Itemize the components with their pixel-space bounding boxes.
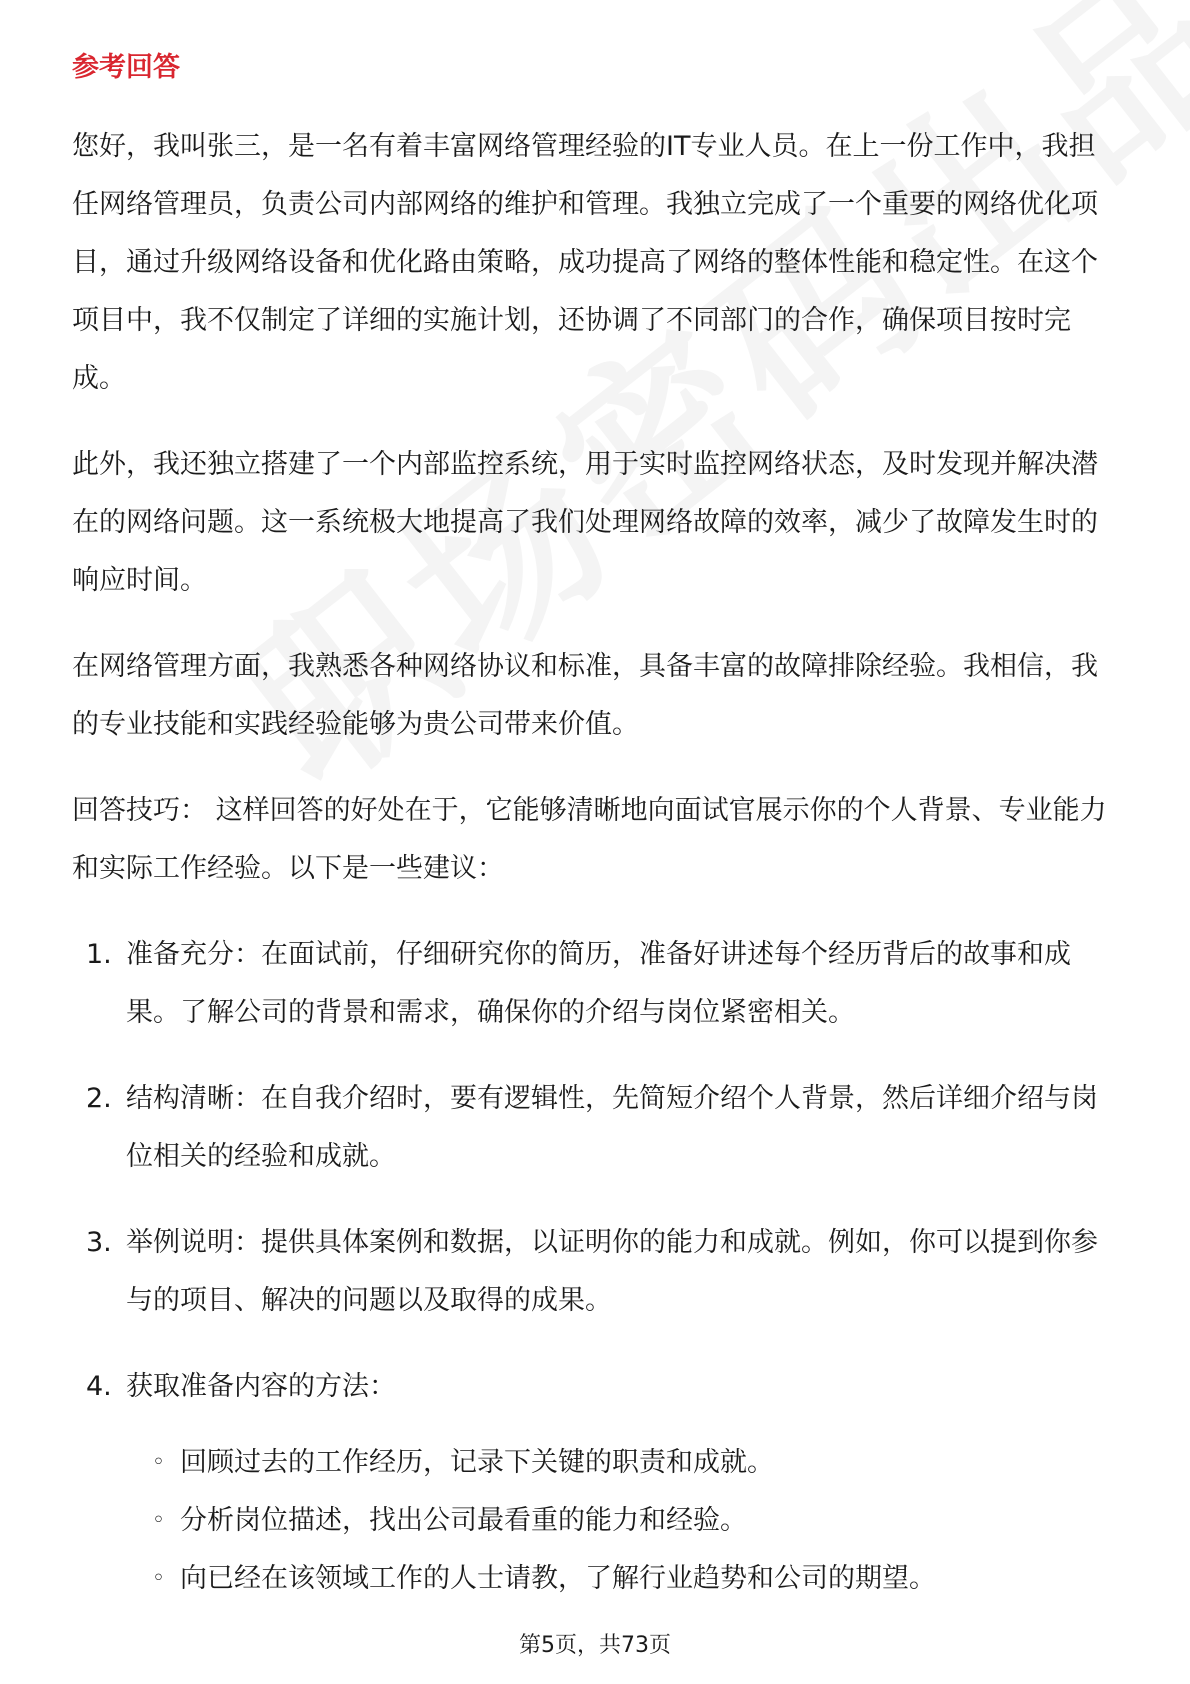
list-item [72,1214,1122,1330]
list-item-text: 结构清晰：在自我介绍时，要有逻辑性，先简短介绍个人背景，然后详细介绍与岗位相关的经验和成就。 [126,1083,1098,1172]
list-number: 1. [86,939,112,970]
list-item [72,926,1122,1042]
intro-paragraph: 您好，我叫张三，是一名有着丰富网络管理经验的IT专业人员。在上一份工作中，我担任网络管理员，负责公司内部网络的维护和管理。我独立完成了一个重要的网络优化项目，通过升级网络设备和优化路由策略，成功提高了网络的整体性能和稳定性。在这个项目中，我不仅制定了详细的实施计划，还协调了不同部门的合作，确保项目按时完成。 [72,131,1098,394]
list-item [72,1358,1122,1608]
page-number-footer: 第5页，共73页 [519,1633,671,1658]
bullet-icon: ◦ [152,1566,165,1591]
sublist-item-text: 分析岗位描述，找出公司最看重的能力和经验。 [180,1505,747,1536]
sublist-item-text: 向已经在该领域工作的人士请教，了解行业趋势和公司的期望。 [180,1563,936,1594]
list-item-text: 获取准备内容的方法： [126,1371,396,1402]
tips-list [72,926,1122,1608]
list-item-text: 举例说明：提供具体案例和数据，以证明你的能力和成就。例如，你可以提到你参与的项目、解决的问题以及取得的成果。 [126,1227,1098,1316]
sublist-item [126,1550,1122,1608]
list-number: 4. [86,1371,112,1402]
sublist-item [126,1492,1122,1550]
bullet-icon: ◦ [152,1450,165,1475]
list-item [72,1070,1122,1186]
tips-paragraph: 回答技巧： 这样回答的好处在于，它能够清晰地向面试官展示你的个人背景、专业能力和实际工作经验。以下是一些建议： [72,795,1107,884]
list-item-text: 准备充分：在面试前，仔细研究你的简历，准备好讲述每个经历背后的故事和成果。了解公司的背景和需求，确保你的介绍与岗位紧密相关。 [126,939,1071,1028]
bullet-icon: ◦ [152,1508,165,1533]
section-heading: 参考回答 [72,52,180,83]
answer-content [72,118,1122,1636]
skills-paragraph: 在网络管理方面，我熟悉各种网络协议和标准，具备丰富的故障排除经验。我相信，我的专业技能和实践经验能够为贵公司带来价值。 [72,651,1098,740]
monitoring-paragraph: 此外，我还独立搭建了一个内部监控系统，用于实时监控网络状态，及时发现并解决潜在的网络问题。这一系统极大地提高了我们处理网络故障的效率，减少了故障发生时的响应时间。 [72,449,1098,596]
list-number: 3. [86,1227,112,1258]
list-number: 2. [86,1083,112,1114]
sublist-item-text: 回顾过去的工作经历，记录下关键的职责和成就。 [180,1447,774,1478]
sublist-item [126,1434,1122,1492]
preparation-sublist [126,1434,1122,1608]
